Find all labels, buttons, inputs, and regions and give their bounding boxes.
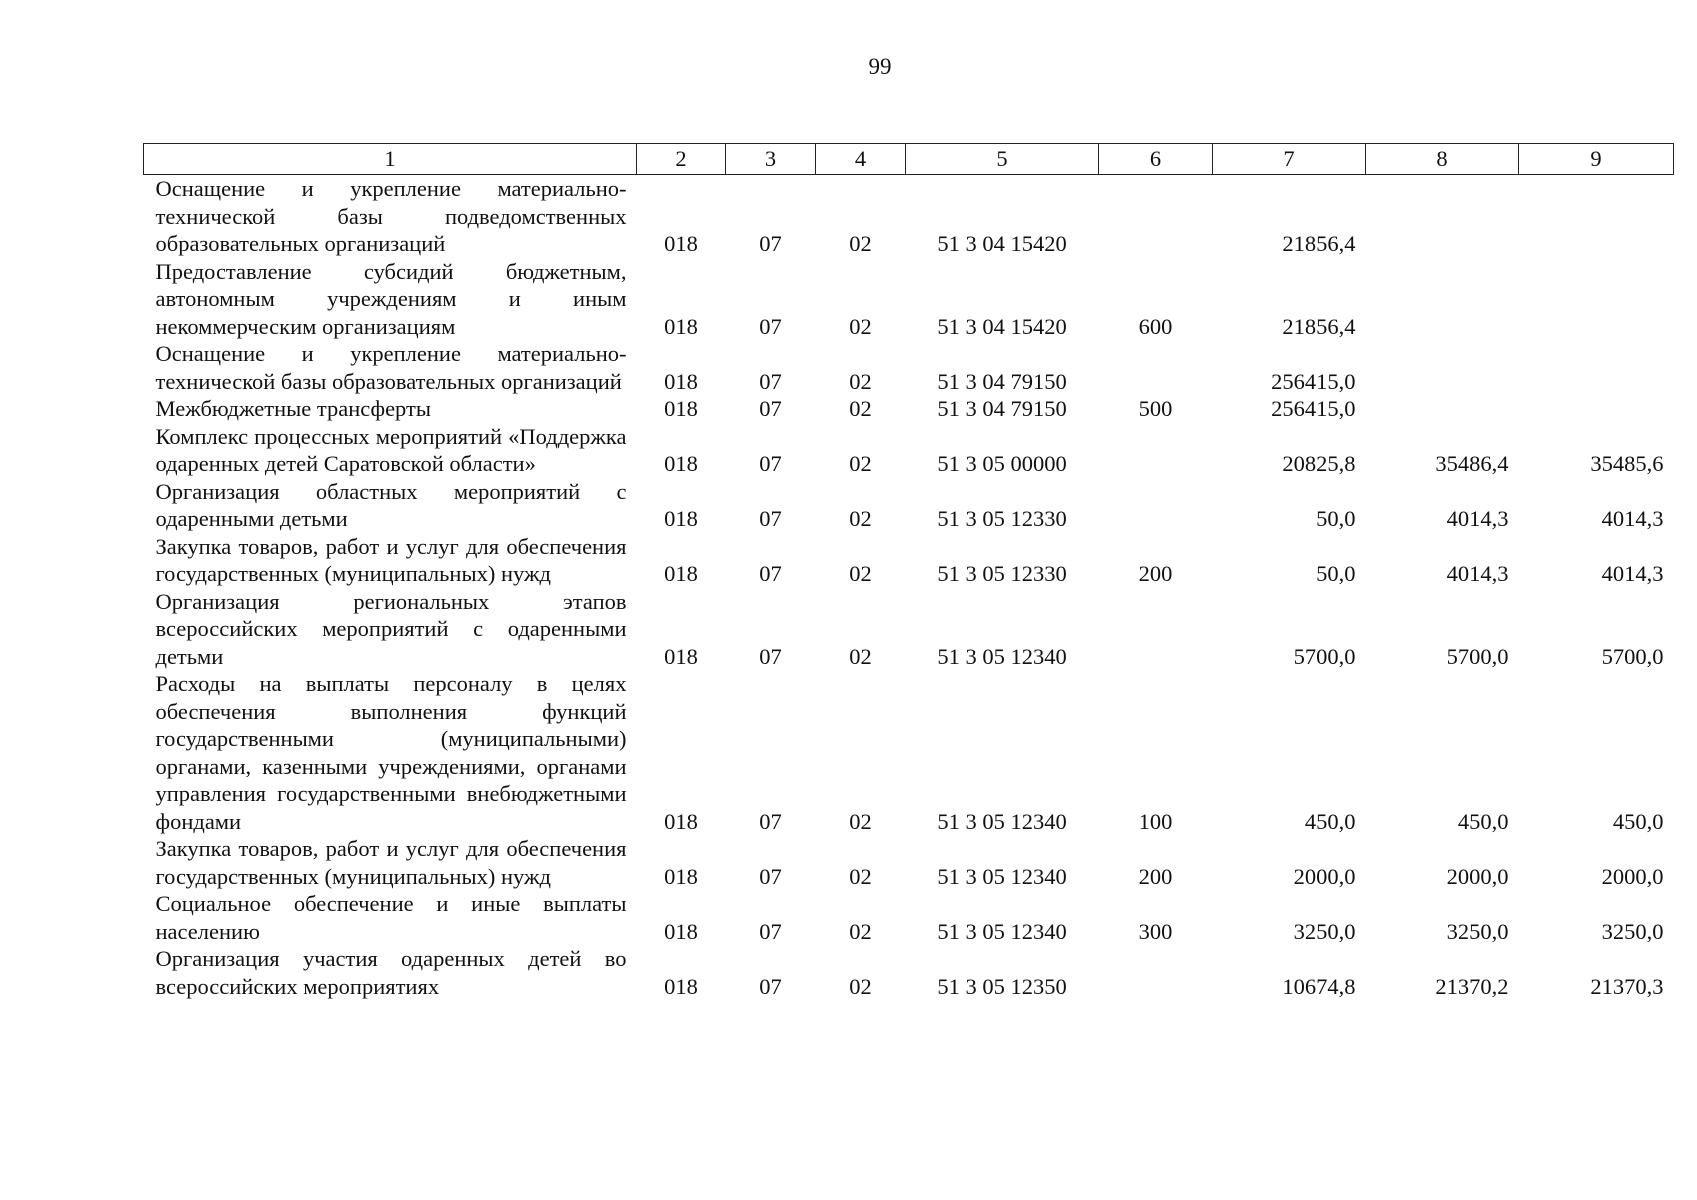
section-code: 07 — [759, 368, 782, 394]
expense-type: 500 — [1138, 396, 1173, 421]
amount-year-1: 20825,8 — [1282, 451, 1356, 476]
amount-year-3 — [1519, 175, 1674, 258]
row-name: Комплекс процессных мероприятий «Поддержка одаренных детей Саратовской области» — [155, 423, 627, 476]
target-article: 51 3 05 00000 — [937, 451, 1067, 476]
section-code: 07 — [759, 643, 782, 669]
section-code: 07 — [759, 313, 782, 339]
amount-year-1: 50,0 — [1316, 561, 1356, 586]
target-article: 51 3 05 12330 — [937, 561, 1067, 586]
amount-year-2 — [1366, 175, 1519, 258]
amount-year-3 — [1519, 395, 1674, 423]
subsection-code: 02 — [849, 561, 872, 586]
ministry-code: 018 — [664, 561, 698, 586]
table-row — [144, 175, 1674, 258]
row-name: Предоставление субсидий бюджетным, автономным учреждениям и иным некоммерческим организациям — [155, 258, 627, 339]
row-name: Межбюджетные трансферты — [155, 396, 431, 421]
amount-year-3: 4014,3 — [1601, 506, 1664, 531]
section-code: 07 — [759, 561, 782, 586]
row-name: Организация участия одаренных детей во всероссийских мероприятиях — [155, 946, 627, 999]
amount-year-2: 4014,3 — [1446, 561, 1509, 586]
subsection-code: 02 — [849, 506, 872, 531]
target-article: 51 3 05 12330 — [937, 506, 1067, 531]
row-name: Организация областных мероприятий с одаренными детьми — [155, 478, 627, 531]
section-code: 07 — [759, 231, 782, 256]
target-article: 51 3 04 79150 — [937, 368, 1067, 394]
section-code: 07 — [759, 506, 782, 531]
amount-year-2 — [1366, 258, 1519, 341]
subsection-code: 02 — [849, 451, 872, 476]
amount-year-1: 256415,0 — [1271, 396, 1356, 421]
target-article: 51 3 05 12340 — [937, 808, 1067, 834]
amount-year-2: 3250,0 — [1446, 918, 1509, 944]
amount-year-3: 2000,0 — [1601, 863, 1664, 889]
ministry-code: 018 — [664, 973, 698, 999]
table-row — [144, 478, 1674, 533]
column-header: 7 — [1213, 144, 1366, 175]
column-number-header — [144, 144, 1674, 175]
amount-year-1: 256415,0 — [1271, 368, 1356, 394]
subsection-code: 02 — [849, 368, 872, 394]
amount-year-2: 35486,4 — [1435, 451, 1509, 476]
section-code: 07 — [759, 863, 782, 889]
target-article: 51 3 05 12350 — [937, 973, 1067, 999]
ministry-code: 018 — [664, 451, 698, 476]
expense-type — [1099, 175, 1213, 258]
amount-year-1: 2000,0 — [1293, 863, 1356, 889]
table-row — [144, 588, 1674, 671]
amount-year-1: 10674,8 — [1282, 973, 1356, 999]
amount-year-1: 5700,0 — [1293, 643, 1356, 669]
amount-year-2: 450,0 — [1457, 808, 1509, 834]
column-header: 3 — [726, 144, 816, 175]
column-header: 4 — [816, 144, 906, 175]
amount-year-2 — [1366, 395, 1519, 423]
column-header: 1 — [144, 144, 637, 175]
ministry-code: 018 — [664, 506, 698, 531]
subsection-code: 02 — [849, 396, 872, 421]
ministry-code: 018 — [664, 863, 698, 889]
subsection-code: 02 — [849, 231, 872, 256]
expense-type: 200 — [1138, 561, 1173, 586]
row-name: Расходы на выплаты персоналу в целях обеспечения выполнения функций государственными (муниципальными) органами, казенными учреждениями, органами управления государственными внебюджетными фондами — [155, 671, 627, 834]
amount-year-2: 2000,0 — [1446, 863, 1509, 889]
target-article: 51 3 05 12340 — [937, 643, 1067, 669]
amount-year-2: 5700,0 — [1446, 643, 1509, 669]
table-row — [144, 670, 1674, 835]
ministry-code: 018 — [664, 808, 698, 834]
amount-year-3 — [1519, 340, 1674, 395]
expense-type — [1099, 340, 1213, 395]
target-article: 51 3 05 12340 — [937, 863, 1067, 889]
ministry-code: 018 — [664, 231, 698, 256]
expense-type — [1099, 945, 1213, 1000]
ministry-code: 018 — [664, 643, 698, 669]
amount-year-2: 4014,3 — [1446, 506, 1509, 531]
section-code: 07 — [759, 396, 782, 421]
amount-year-1: 21856,4 — [1282, 313, 1356, 339]
row-name: Закупка товаров, работ и услуг для обеспечения государственных (муниципальных) нужд — [155, 836, 627, 889]
amount-year-3: 450,0 — [1612, 808, 1664, 834]
subsection-code: 02 — [849, 808, 872, 834]
column-header: 8 — [1366, 144, 1519, 175]
subsection-code: 02 — [849, 643, 872, 669]
column-header: 5 — [906, 144, 1099, 175]
ministry-code: 018 — [664, 313, 698, 339]
amount-year-3 — [1519, 258, 1674, 341]
amount-year-1: 50,0 — [1316, 506, 1356, 531]
row-name: Организация региональных этапов всероссийских мероприятий с одаренными детьми — [155, 588, 627, 669]
row-name: Закупка товаров, работ и услуг для обеспечения государственных (муниципальных) нужд — [155, 533, 627, 586]
budget-table — [143, 143, 1674, 1000]
table-row — [144, 395, 1674, 423]
section-code: 07 — [759, 451, 782, 476]
expense-type: 600 — [1138, 313, 1173, 339]
subsection-code: 02 — [849, 313, 872, 339]
amount-year-1: 450,0 — [1304, 808, 1356, 834]
table-row — [144, 835, 1674, 890]
ministry-code: 018 — [664, 918, 698, 944]
section-code: 07 — [759, 973, 782, 999]
amount-year-1: 3250,0 — [1293, 918, 1356, 944]
subsection-code: 02 — [849, 863, 872, 889]
subsection-code: 02 — [849, 973, 872, 999]
expense-type: 300 — [1138, 918, 1173, 944]
row-name: Оснащение и укрепление материально-технической базы образовательных организаций — [155, 341, 627, 394]
column-header: 6 — [1099, 144, 1213, 175]
expense-type — [1099, 478, 1213, 533]
amount-year-2 — [1366, 340, 1519, 395]
table-row — [144, 890, 1674, 945]
table-row — [144, 258, 1674, 341]
row-name: Оснащение и укрепление материально-технической базы подведомственных образовательных организаций — [155, 176, 627, 256]
table-row — [144, 340, 1674, 395]
target-article: 51 3 04 79150 — [937, 396, 1067, 421]
amount-year-3: 35485,6 — [1590, 451, 1664, 476]
amount-year-1: 21856,4 — [1282, 231, 1356, 256]
page-number: 99 — [868, 54, 892, 79]
expense-type — [1099, 588, 1213, 671]
target-article: 51 3 04 15420 — [937, 231, 1067, 256]
section-code: 07 — [759, 918, 782, 944]
target-article: 51 3 05 12340 — [937, 918, 1067, 944]
amount-year-3: 4014,3 — [1601, 561, 1664, 586]
ministry-code: 018 — [664, 396, 698, 421]
table-body — [144, 175, 1674, 1001]
ministry-code: 018 — [664, 368, 698, 394]
amount-year-3: 21370,3 — [1590, 973, 1664, 999]
amount-year-3: 3250,0 — [1601, 918, 1664, 944]
column-header: 9 — [1519, 144, 1674, 175]
subsection-code: 02 — [849, 918, 872, 944]
amount-year-2: 21370,2 — [1435, 973, 1509, 999]
section-code: 07 — [759, 808, 782, 834]
expense-type: 200 — [1138, 863, 1173, 889]
expense-type: 100 — [1138, 808, 1173, 834]
table-row — [144, 533, 1674, 588]
table-row — [144, 423, 1674, 478]
row-name: Социальное обеспечение и иные выплаты населению — [155, 891, 627, 944]
column-header: 2 — [637, 144, 726, 175]
amount-year-3: 5700,0 — [1601, 643, 1664, 669]
expense-type — [1099, 423, 1213, 478]
target-article: 51 3 04 15420 — [937, 313, 1067, 339]
table-row — [144, 945, 1674, 1000]
